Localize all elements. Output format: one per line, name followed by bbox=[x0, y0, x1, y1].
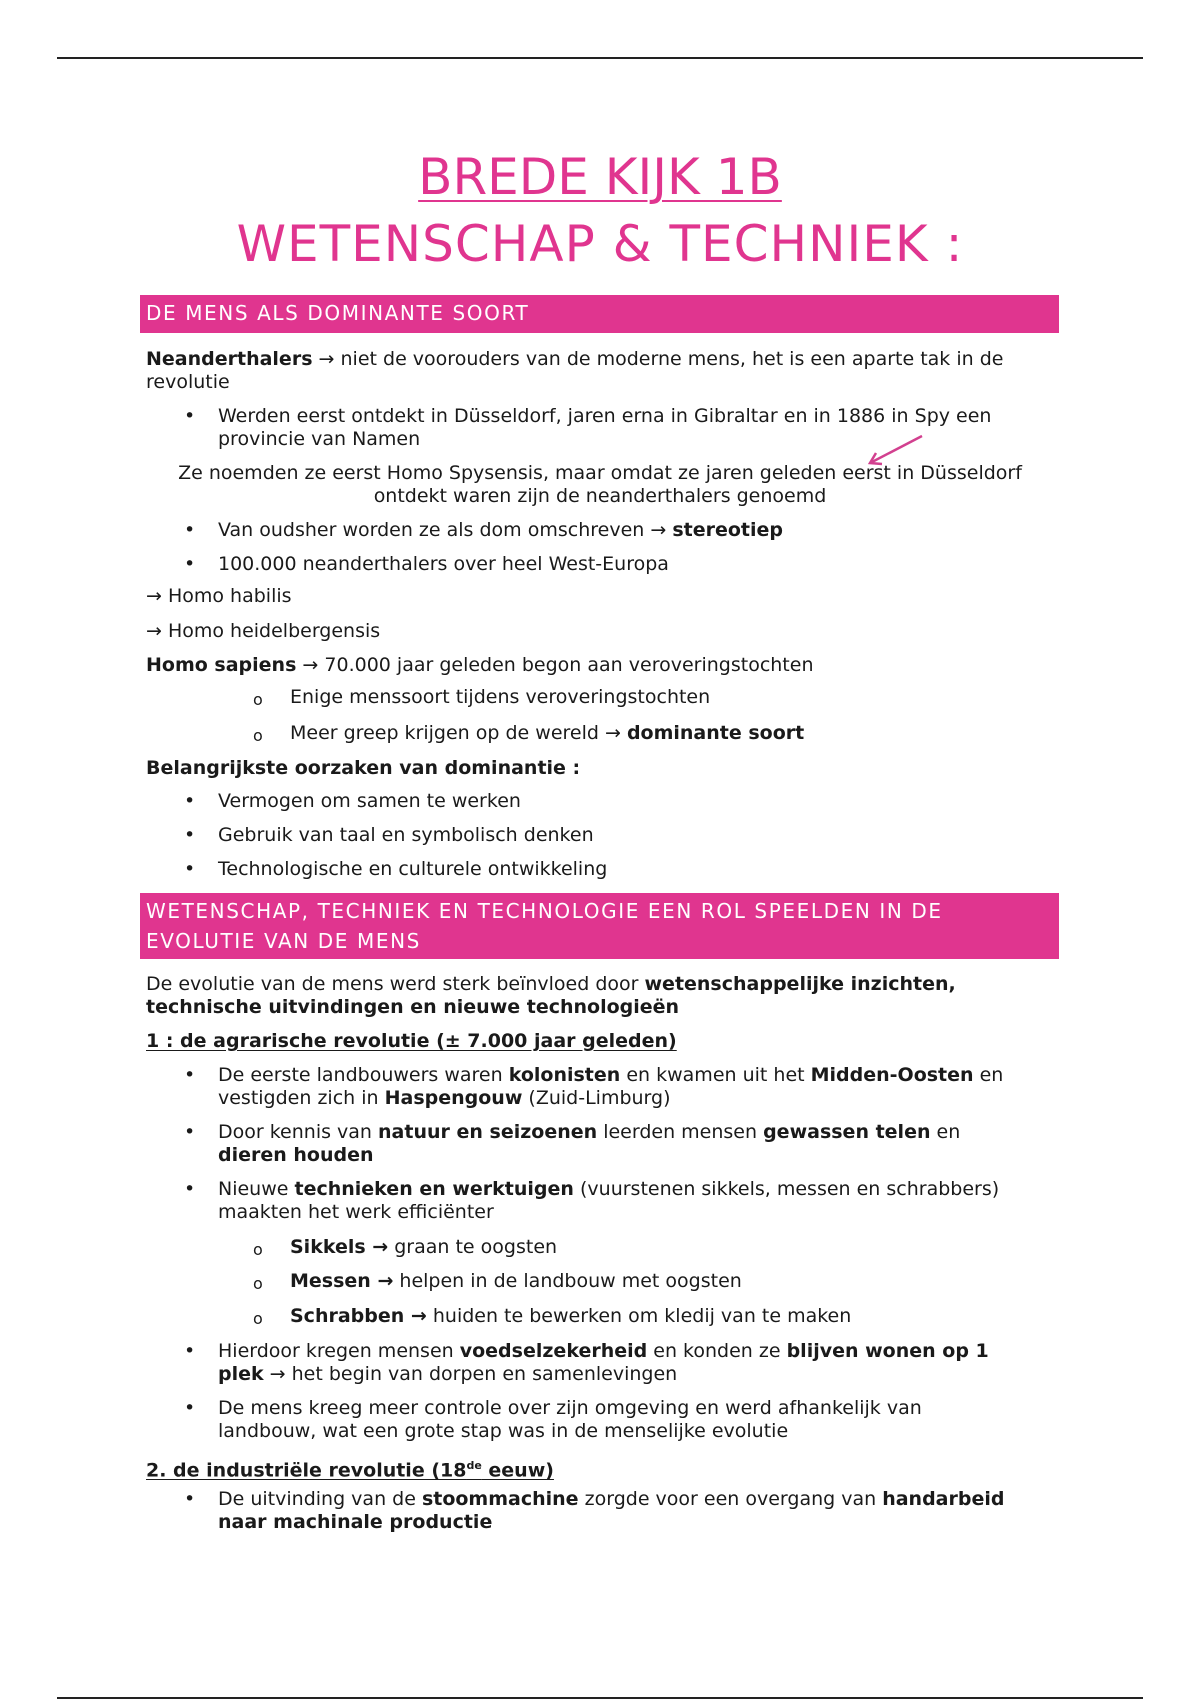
note-paragraph: Ze noemden ze eerst Homo Spysensis, maar omdat ze jaren geleden eerst in Düsseldorf ontdekt waren zijn de neanderthalers genoemd bbox=[178, 462, 1022, 507]
sub-list-item: o Messen → helpen in de landbouw met oogsten bbox=[253, 1270, 742, 1293]
sub-list-item: o Meer greep krijgen op de wereld → dominante soort bbox=[253, 722, 805, 745]
list-item: • Nieuwe technieken en werktuigen (vuurstenen sikkels, messen en schrabbers) maakten het werk efficiënter bbox=[184, 1178, 1000, 1223]
list-item: • De eerste landbouwers waren kolonisten en kwamen uit het Midden-Oosten en vestigden zich in Haspengouw (Zuid-Limburg) bbox=[184, 1064, 1004, 1109]
list-item: • Door kennis van natuur en seizoenen leerden mensen gewassen telen en dieren houden bbox=[184, 1121, 961, 1166]
homo-sapiens-line: Homo sapiens → 70.000 jaar geleden begon aan veroveringstochten bbox=[146, 654, 814, 676]
list-item: • Van oudsher worden ze als dom omschreven → stereotiep bbox=[184, 519, 783, 541]
page-title: BREDE KIJK 1B bbox=[418, 148, 782, 206]
top-rule bbox=[57, 57, 1143, 59]
homo-habilis-line: → Homo habilis bbox=[146, 585, 292, 607]
list-item: • 100.000 neanderthalers over heel West-Europa bbox=[184, 553, 669, 575]
intro-paragraph: De evolutie van de mens werd sterk beïnvloed door wetenschappelijke inzichten, technische uitvindingen en nieuwe technologieën bbox=[146, 973, 956, 1018]
sub-list-item: o Schrabben → huiden te bewerken om kledij van te maken bbox=[253, 1305, 852, 1328]
sub-list-item: o Sikkels → graan te oogsten bbox=[253, 1236, 558, 1259]
section-heading-dominant-species: DE MENS ALS DOMINANTE SOORT bbox=[140, 295, 1059, 333]
list-item: • Vermogen om samen te werken bbox=[184, 790, 521, 812]
list-item: • Werden eerst ontdekt in Düsseldorf, jaren erna in Gibraltar en in 1886 in Spy een provincie van Namen bbox=[184, 405, 992, 450]
list-item: • Hierdoor kregen mensen voedselzekerheid en konden ze blijven wonen op 1 plek → het begin van dorpen en samenlevingen bbox=[184, 1340, 989, 1385]
section-heading-science-technology: WETENSCHAP, TECHNIEK EN TECHNOLOGIE EEN ROL SPEELDEN IN DE EVOLUTIE VAN DE MENS bbox=[140, 893, 1059, 959]
page-subtitle: WETENSCHAP & TECHNIEK : bbox=[236, 215, 964, 273]
causes-heading: Belangrijkste oorzaken van dominantie : bbox=[146, 757, 581, 779]
neanderthal-paragraph: Neanderthalers → niet de voorouders van de moderne mens, het is een aparte tak in de revolutie bbox=[146, 348, 1004, 393]
homo-heidelbergensis-line: → Homo heidelbergensis bbox=[146, 620, 381, 642]
list-item: • Technologische en culturele ontwikkeling bbox=[184, 858, 608, 880]
list-item: • Gebruik van taal en symbolisch denken bbox=[184, 824, 594, 846]
list-item: • De mens kreeg meer controle over zijn omgeving en werd afhankelijk van landbouw, wat een grote stap was in de menselijke evolutie bbox=[184, 1397, 922, 1442]
bottom-rule bbox=[57, 1697, 1143, 1699]
industrial-revolution-heading: 2. de industriële revolutie (18de eeuw) bbox=[146, 1459, 554, 1482]
agrarian-revolution-heading: 1 : de agrarische revolutie (± 7.000 jaar geleden) bbox=[146, 1030, 677, 1052]
list-item: • De uitvinding van de stoommachine zorgde voor een overgang van handarbeid naar machinale productie bbox=[184, 1488, 1005, 1533]
sub-list-item: o Enige menssoort tijdens veroveringstochten bbox=[253, 686, 711, 709]
